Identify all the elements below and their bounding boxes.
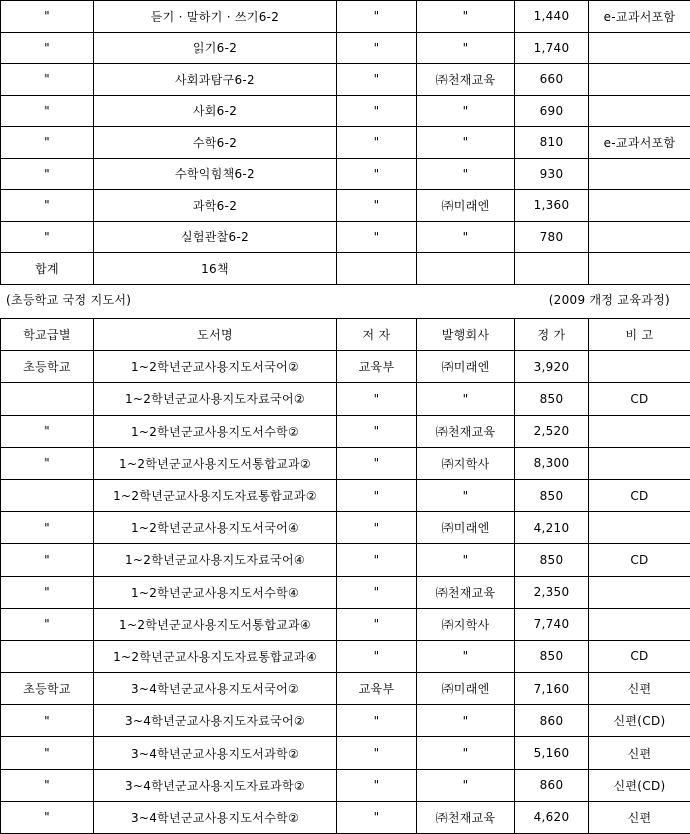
table-row [1, 769, 690, 801]
table-row [1, 221, 690, 253]
cell-author: " [337, 769, 417, 801]
table-row [1, 737, 690, 769]
cell-author: " [337, 95, 417, 127]
cell-author: " [337, 608, 417, 640]
table-row [1, 705, 690, 737]
cell-title: 3~4학년군교사용지도서과학② [94, 737, 337, 769]
cell-publisher: " [417, 769, 515, 801]
cell-publisher: " [417, 383, 515, 415]
cell-publisher: " [417, 479, 515, 511]
cell-level: " [1, 769, 94, 801]
cell-note [589, 415, 690, 447]
cell-level: " [1, 32, 94, 64]
table-row [1, 383, 690, 415]
cell-price: 1,740 [515, 32, 589, 64]
cell-price [515, 253, 589, 285]
cell-publisher: ㈜지학사 [417, 447, 515, 479]
cell-note [589, 221, 690, 253]
cell-level [1, 479, 94, 511]
header-author: 저 자 [337, 319, 417, 351]
section-caption: (초등학교 국정 지도서) [6, 293, 132, 307]
cell-title: 사회과탐구6-2 [94, 64, 337, 96]
cell-author: " [337, 737, 417, 769]
table-row [1, 640, 690, 672]
cell-author: " [337, 479, 417, 511]
cell-publisher: ㈜천재교육 [417, 576, 515, 608]
cell-title: 1~2학년군교사용지도서국어④ [94, 512, 337, 544]
cell-author: " [337, 512, 417, 544]
cell-author: " [337, 32, 417, 64]
cell-price: 850 [515, 479, 589, 511]
cell-level: " [1, 447, 94, 479]
cell-publisher: ㈜천재교육 [417, 415, 515, 447]
table-row [1, 1, 690, 33]
cell-title: 1~2학년군교사용지도서국어② [94, 351, 337, 383]
cell-publisher: " [417, 158, 515, 190]
table-row [1, 512, 690, 544]
cell-level: " [1, 1, 94, 33]
table-row [1, 673, 690, 705]
cell-price: 3,920 [515, 351, 589, 383]
cell-note: 신편 [589, 801, 690, 833]
table-row [1, 127, 690, 159]
cell-note [589, 32, 690, 64]
cell-note [589, 158, 690, 190]
cell-author: " [337, 447, 417, 479]
cell-price: 8,300 [515, 447, 589, 479]
cell-price: 860 [515, 769, 589, 801]
cell-author: " [337, 576, 417, 608]
table-row [1, 64, 690, 96]
cell-title: 1~2학년군교사용지도자료통합교과④ [94, 640, 337, 672]
cell-author: " [337, 221, 417, 253]
cell-level: " [1, 737, 94, 769]
cell-level: " [1, 544, 94, 576]
cell-author: " [337, 64, 417, 96]
cell-author: " [337, 158, 417, 190]
cell-price: 660 [515, 64, 589, 96]
cell-level: " [1, 64, 94, 96]
table-row [1, 158, 690, 190]
cell-note: CD [589, 544, 690, 576]
cell-publisher: " [417, 95, 515, 127]
table-row [1, 95, 690, 127]
cell-price: 5,160 [515, 737, 589, 769]
cell-title: 1~2학년군교사용지도자료국어④ [94, 544, 337, 576]
cell-note [589, 447, 690, 479]
guide-table-body [1, 351, 690, 834]
cell-publisher: ㈜미래엔 [417, 512, 515, 544]
cell-note: 신편 [589, 737, 690, 769]
cell-title: 수학6-2 [94, 127, 337, 159]
cell-title: 3~4학년군교사용지도자료과학② [94, 769, 337, 801]
textbook-table-body [1, 1, 690, 285]
table-row [1, 32, 690, 64]
cell-note [589, 512, 690, 544]
cell-publisher: ㈜천재교육 [417, 801, 515, 833]
cell-title: 듣기 · 말하기 · 쓰기6-2 [94, 1, 337, 33]
table-row [1, 253, 690, 285]
cell-level [1, 640, 94, 672]
cell-publisher: ㈜천재교육 [417, 64, 515, 96]
cell-author: " [337, 544, 417, 576]
curriculum-caption: (2009 개정 교육과정) [548, 293, 670, 307]
cell-title: 1~2학년군교사용지도서통합교과④ [94, 608, 337, 640]
textbook-price-table [0, 0, 690, 285]
cell-title: 과학6-2 [94, 190, 337, 222]
cell-author: 교육부 [337, 351, 417, 383]
cell-level: " [1, 95, 94, 127]
cell-note [589, 351, 690, 383]
cell-title: 수학익힘책6-2 [94, 158, 337, 190]
cell-note [589, 190, 690, 222]
cell-note: CD [589, 383, 690, 415]
cell-title: 1~2학년군교사용지도서통합교과② [94, 447, 337, 479]
cell-publisher: ㈜지학사 [417, 608, 515, 640]
cell-level: " [1, 158, 94, 190]
cell-publisher [417, 253, 515, 285]
cell-author: " [337, 127, 417, 159]
cell-title: 1~2학년군교사용지도자료국어② [94, 383, 337, 415]
cell-publisher: " [417, 640, 515, 672]
cell-level: 초등학교 [1, 673, 94, 705]
cell-level: " [1, 608, 94, 640]
cell-price: 860 [515, 705, 589, 737]
cell-level: " [1, 190, 94, 222]
cell-publisher: " [417, 705, 515, 737]
cell-price: 4,620 [515, 801, 589, 833]
cell-price: 930 [515, 158, 589, 190]
cell-title: 1~2학년군교사용지도자료통합교과② [94, 479, 337, 511]
cell-publisher: " [417, 737, 515, 769]
table-row [1, 576, 690, 608]
cell-note: CD [589, 479, 690, 511]
cell-title: 읽기6-2 [94, 32, 337, 64]
cell-price: 7,160 [515, 673, 589, 705]
table-row [1, 608, 690, 640]
cell-publisher: " [417, 544, 515, 576]
cell-price: 850 [515, 640, 589, 672]
cell-note [589, 64, 690, 96]
cell-author: " [337, 640, 417, 672]
cell-level: " [1, 127, 94, 159]
cell-publisher: " [417, 32, 515, 64]
cell-note [589, 576, 690, 608]
header-note: 비 고 [589, 319, 690, 351]
cell-note: 신편(CD) [589, 769, 690, 801]
cell-price: 850 [515, 544, 589, 576]
cell-title: 3~4학년군교사용지도서수학② [94, 801, 337, 833]
cell-note: e-교과서포함 [589, 127, 690, 159]
cell-level: " [1, 415, 94, 447]
cell-publisher: ㈜미래엔 [417, 673, 515, 705]
cell-title: 실험관찰6-2 [94, 221, 337, 253]
cell-title: 사회6-2 [94, 95, 337, 127]
header-row [1, 319, 690, 351]
cell-price: 2,520 [515, 415, 589, 447]
cell-publisher: ㈜미래엔 [417, 190, 515, 222]
cell-price: 4,210 [515, 512, 589, 544]
cell-price: 7,740 [515, 608, 589, 640]
cell-author: " [337, 705, 417, 737]
cell-level: 합계 [1, 253, 94, 285]
cell-note [589, 608, 690, 640]
cell-note: 신편(CD) [589, 705, 690, 737]
cell-publisher: " [417, 221, 515, 253]
cell-level: 초등학교 [1, 351, 94, 383]
cell-price: 690 [515, 95, 589, 127]
table-row [1, 415, 690, 447]
cell-price: 850 [515, 383, 589, 415]
table-row [1, 190, 690, 222]
cell-level: " [1, 576, 94, 608]
cell-author: " [337, 415, 417, 447]
table-row [1, 801, 690, 833]
cell-author: " [337, 1, 417, 33]
table-row [1, 447, 690, 479]
cell-author [337, 253, 417, 285]
cell-level: " [1, 512, 94, 544]
cell-level [1, 383, 94, 415]
cell-note: CD [589, 640, 690, 672]
cell-publisher: ㈜미래엔 [417, 351, 515, 383]
cell-author: " [337, 190, 417, 222]
header-level: 학교급별 [1, 319, 94, 351]
cell-title: 3~4학년군교사용지도자료국어② [94, 705, 337, 737]
cell-author: " [337, 801, 417, 833]
cell-title: 16책 [94, 253, 337, 285]
teacher-guide-table [0, 318, 690, 834]
cell-note [589, 253, 690, 285]
cell-price: 810 [515, 127, 589, 159]
cell-publisher: " [417, 1, 515, 33]
cell-price: 1,360 [515, 190, 589, 222]
cell-author: " [337, 383, 417, 415]
cell-level: " [1, 221, 94, 253]
table-row [1, 544, 690, 576]
cell-title: 1~2학년군교사용지도서수학② [94, 415, 337, 447]
header-price: 정 가 [515, 319, 589, 351]
cell-publisher: " [417, 127, 515, 159]
cell-price: 1,440 [515, 1, 589, 33]
table-row [1, 351, 690, 383]
cell-title: 1~2학년군교사용지도서수학④ [94, 576, 337, 608]
cell-note: 신편 [589, 673, 690, 705]
cell-level: " [1, 705, 94, 737]
cell-price: 780 [515, 221, 589, 253]
header-title: 도서명 [94, 319, 337, 351]
cell-title: 3~4학년군교사용지도서국어② [94, 673, 337, 705]
header-publisher: 발행회사 [417, 319, 515, 351]
cell-price: 2,350 [515, 576, 589, 608]
table-row [1, 479, 690, 511]
cell-level: " [1, 801, 94, 833]
cell-note [589, 95, 690, 127]
cell-note: e-교과서포함 [589, 1, 690, 33]
cell-author: 교육부 [337, 673, 417, 705]
